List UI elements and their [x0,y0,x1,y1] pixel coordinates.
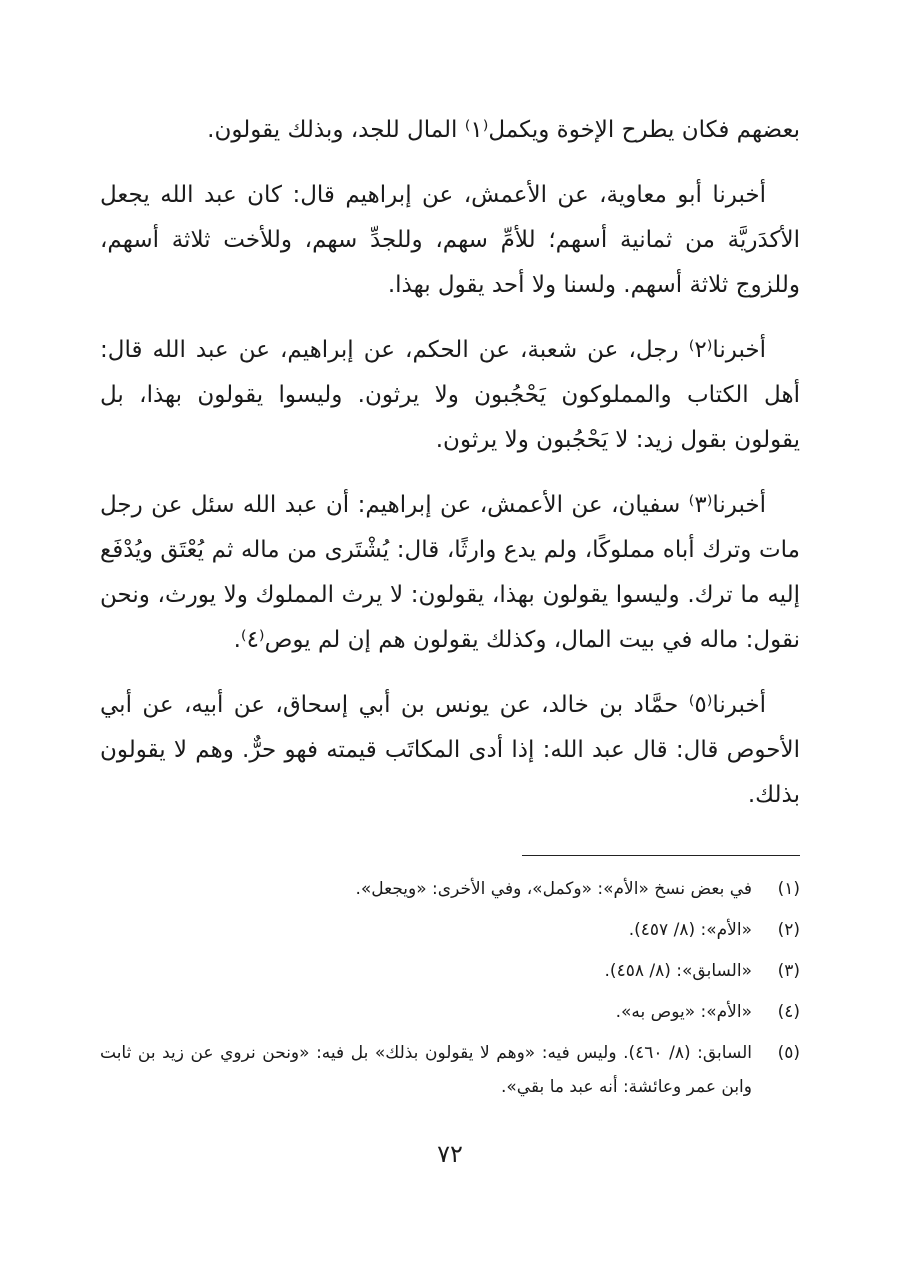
footnote-1 [100,872,800,906]
footnote-text: السابق: (٨/ ٤٦٠). وليس فيه: «وهم لا يقولون بذلك» بل فيه: «ونحن نروي عن زيد بن ثابت وابن عمر وعائشة: أنه عبد ما بقي». [100,1043,753,1097]
footnote-3 [100,954,800,988]
footnote-number: (٤) [777,1002,800,1022]
paragraph-5: أخبرنا⁽٥⁾ حمَّاد بن خالد، عن يونس بن أبي إسحاق، عن أبيه، عن أبي الأحوص قال: قال عبد الله: إذا أدى المكاتَب قيمته فهو حرٌّ. وهم لا يقولون بذلك. [100,692,800,808]
footnote-number: (٣) [777,961,800,981]
paragraph-4: أخبرنا⁽٣⁾ سفيان، عن الأعمش، عن إبراهيم: أن عبد الله سئل عن رجل مات وترك أباه مملوكًا، ولم يدع وارثًا، قال: يُشْتَرى من ماله ثم يُعْتَق ويُدْفَع إليه ما ترك. وليسوا يقولون بهذا، يقولون: لا يرث المملوك ولا يورث، ونحن نقول: ماله في بيت المال، وكذلك يقولون هم إن لم يوص⁽٤⁾. [100,492,800,653]
page-number: ٧٢ [437,1140,463,1168]
footnote-text: «الأم»: (٨/ ٤٥٧). [628,920,752,940]
footnote-number: (٥) [777,1043,800,1063]
footnote-text: في بعض نسخ «الأم»: «وكمل»، وفي الأخرى: «ويجعل». [355,879,752,899]
footnotes [100,872,800,1111]
paragraph-3: أخبرنا⁽٢⁾ رجل، عن شعبة، عن الحكم، عن إبراهيم، عن عبد الله قال: أهل الكتاب والمملوكون يَحْجُبون ولا يرثون. وليسوا يقولون بهذا، بل يقولون بقول زيد: لا يَحْجُبون ولا يرثون. [100,337,800,453]
footnote-number: (٢) [777,920,800,940]
footnote-text: «الأم»: «يوص به». [615,1002,752,1022]
footnote-text: «السابق»: (٨/ ٤٥٨). [604,961,752,981]
paragraph-1: بعضهم فكان يطرح الإخوة ويكمل⁽١⁾ المال للجد، وبذلك يقولون. [207,117,800,143]
footnote-divider [522,855,800,856]
main-text [100,108,800,838]
footnote-2 [100,913,800,947]
footnote-number: (١) [777,879,800,899]
paragraph-2: أخبرنا أبو معاوية، عن الأعمش، عن إبراهيم قال: كان عبد الله يجعل الأكدَريَّة من ثمانية أسهم؛ للأمِّ سهم، وللجدِّ سهم، وللأخت ثلاثة أسهم، وللزوج ثلاثة أسهم. ولسنا ولا أحد يقول بهذا. [100,182,800,298]
footnote-5 [100,1036,800,1104]
footnote-4 [100,995,800,1029]
